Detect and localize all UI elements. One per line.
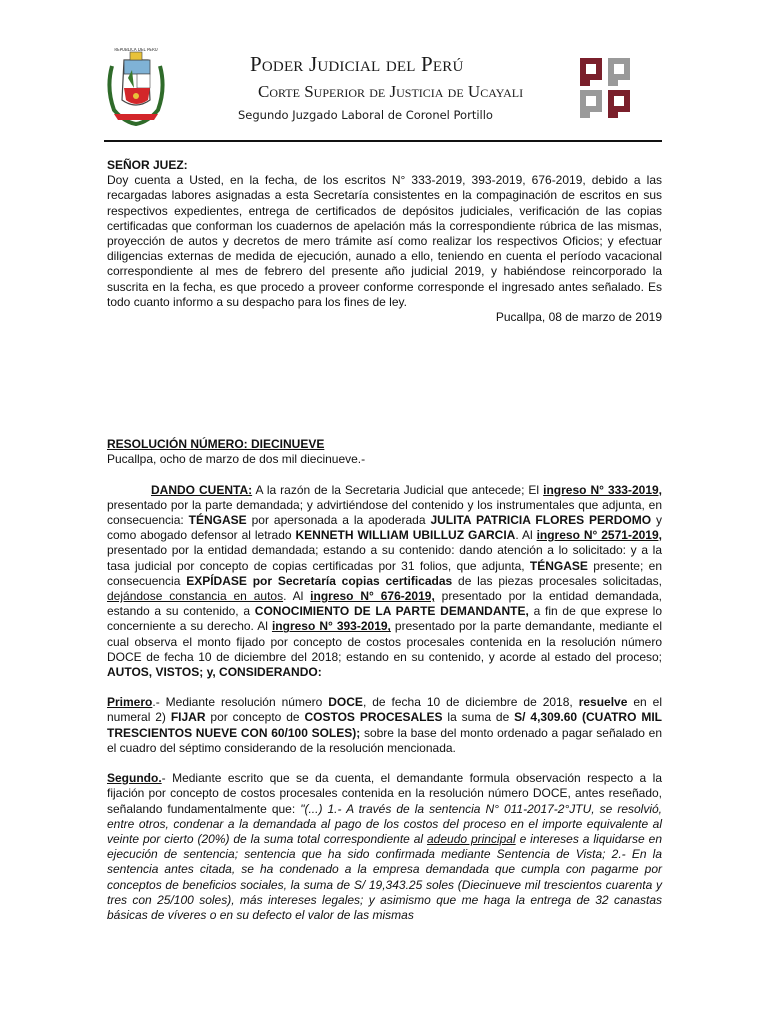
court-office: Segundo Juzgado Laboral de Coronel Portillo xyxy=(238,108,493,122)
paragraph-segundo: Segundo.- Mediante escrito que se da cuenta, el demandante formula observación respecto a la fijación por concepto de costos procesales contenida en la resolución número DOCE, antes reseñado, señalando fundamentalmente que: "(...) 1.- A través de la sentencia N° 011-2017-2°JTU, se resolvió, entre otros, condenar a la demandada al pago de los costos del proceso en el importe equivalente al veinte por cierto (20%) de la suma total correspondiente al adeudo principal e intereses a liquidarse en ejecución de sentencia; sentencia que ha sido confirmada mediante Sentencia de Vista; 2.- En la sentencia antes citada, se ha condenado a la empresa demandada que cumpla con pagarme por conceptos de beneficios sociales, la suma de S/ 19,343.25 soles (Diecinueve mil trescientos cuarenta y tres con 25/100 soles), más intereses legales; y asimismo que me haga la entrega de 32 canastas básicas de víveres o en su defecto el valor de las mismas xyxy=(107,771,663,922)
notice-date: Pucallpa, 08 de marzo de 2019 xyxy=(495,310,662,325)
notice-text: Doy cuenta a Usted, en la fecha, de los escritos N° 333-2019, 393-2019, 676-2019, debido a las recargadas labores asignadas a esta Secretaría consistentes en la compaginación de escritos en sus respectivos expedientes, entrega de certificados de depósitos judiciales, verificación de las copias certificadas que conforman los cuadernos de apelación más la correspondiente rúbrica de las mismas, proyección de autos y decretos de mero trámite así como realizar los respectivos Oficios; y efectuar diligencias externas de medida de ejecución, aunado a ello, teniendo en cuenta el período vacacional correspondiente al mes de febrero del presente año judicial 2019, y habiéndose reincorporado la suscrita en la fecha, es que procedo a proveer conforme corresponde el ingresado antes señalado. Es todo cuanto informo a su despacho para los fines de ley. xyxy=(107,173,662,309)
costos-amount: S/ 4,309.60 (CUATRO MIL TRESCIENTOS NUEVE CON 60/100 SOLES); xyxy=(107,710,662,740)
document-header xyxy=(0,0,768,150)
crest-text: REPUBLICA DEL PERU xyxy=(114,48,158,52)
court-subtitle: Corte Superior de Justicia de Ucayali xyxy=(258,82,524,101)
document-body xyxy=(107,158,662,923)
poder-judicial-logo-icon xyxy=(578,56,632,118)
paragraph-dando-cuenta: DANDO CUENTA: A la razón de la Secretaria Judicial que antecede; El ingreso N° 333-2019, presentado por la parte demandada; y advirtiéndose del contenido y los instrumentales que adjunta, en consecuencia: TÉNGASE por apersonada a la apoderada JULITA PATRICIA FLORES PERDOMO y como abogado defensor al letrado KENNETH WILLIAM UBILLUZ GARCIA. Al ingreso N° 2571-2019, presentado por la entidad demandada; estando a su contenido: dando atención a lo solicitado: y a la tasa judicial por concepto de copias certificadas por 31 folios, que adjunta, TÉNGASE presente; en consecuencia EXPÍDASE por Secretaría copias certificadas de las piezas procesales solicitadas, dejándose constancia en autos. Al ingreso N° 676-2019, presentado por la entidad demandada, estando a su contenido, a CONOCIMIENTO DE LA PARTE DEMANDANTE, a fin de que exprese lo concerniente a su derecho. Al ingreso N° 393-2019, presentado por la parte demandante, mediante el cual observa el monto fijado por concepto de costos procesales contenida en la resolución número DOCE de fecha 10 de diciembre del 2018; estando en su contenido, y acorde al estado del proceso; AUTOS, VISTOS; y, CONSIDERANDO: xyxy=(107,482,663,680)
segundo-label: Segundo. xyxy=(107,771,162,786)
abogado-name: KENNETH WILLIAM UBILLUZ GARCIA xyxy=(295,528,516,543)
header-divider xyxy=(104,140,662,142)
salutation: SEÑOR JUEZ: xyxy=(107,158,188,172)
primero-label: Primero xyxy=(107,695,153,710)
ingreso-393: ingreso N° 393-2019, xyxy=(271,619,391,634)
ingreso-333: ingreso N° 333-2019, xyxy=(543,482,663,497)
resolution-date: Pucallpa, ocho de marzo de dos mil diecinueve.- xyxy=(107,452,366,467)
ingreso-676: ingreso N° 676-2019, xyxy=(310,589,435,604)
institution-title: Poder Judicial del Perú xyxy=(250,52,464,76)
blank-space xyxy=(107,325,662,437)
apoderada-name: JULITA PATRICIA FLORES PERDOMO xyxy=(430,513,652,528)
paragraph-primero: Primero.- Mediante resolución número DOCE, de fecha 10 de diciembre de 2018, resuelve en el numeral 2) FIJAR por concepto de COSTOS PROCESALES la suma de S/ 4,309.60 (CUATRO MIL TRESCIENTOS NUEVE CON 60/100 SOLES); sobre la base del monto ordenado a pagar señalado en el cuadro del séptimo considerando de la resolución mencionada. xyxy=(107,695,663,755)
ingreso-2571: ingreso N° 2571-2019, xyxy=(536,528,662,543)
resolution-title: RESOLUCIÓN NÚMERO: DIECINUEVE xyxy=(107,437,325,452)
peru-coat-of-arms-icon xyxy=(104,48,168,126)
dando-cuenta-label: DANDO CUENTA: xyxy=(151,482,253,497)
